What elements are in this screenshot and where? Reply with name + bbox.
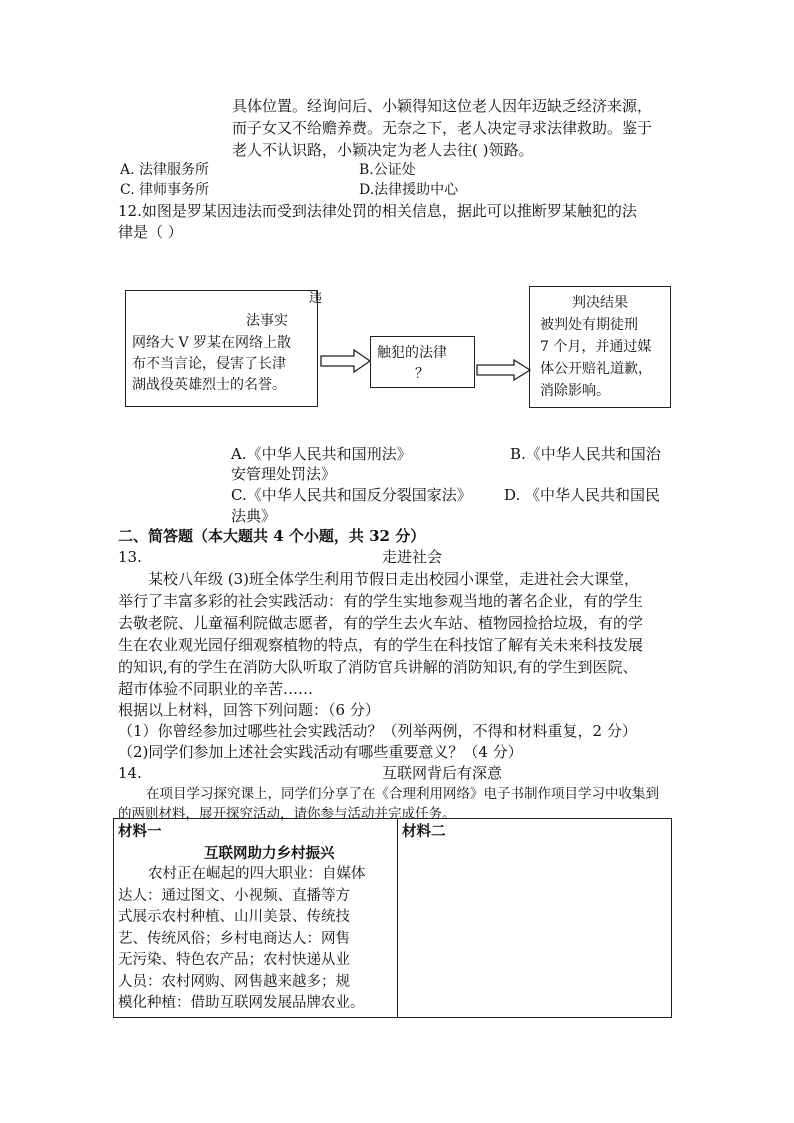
q13-sub-question-1: （1）你曾经参加过哪些社会实践活动？（列举两例，不得和材料重复，2 分） bbox=[118, 722, 637, 740]
q12-stem-line-1: 12.如图是罗某因违法而受到法律处罚的相关信息，据此可以推断罗某触犯的法 bbox=[118, 202, 637, 220]
material-1-line-6: 人员：农村网购、网售越来越多；规 bbox=[118, 973, 350, 990]
q12-option-d-cont: 法典》 bbox=[231, 507, 277, 525]
fact-box-line-1: 网络大 V 罗某在网络上散 bbox=[132, 335, 292, 351]
material-1-line-1: 农村正在崛起的四大职业：自媒体 bbox=[148, 866, 366, 882]
law-box bbox=[370, 336, 475, 388]
q12-option-d: D. 《中华人民共和国民 bbox=[504, 486, 661, 504]
q13-para-line-3: 去敬老院、儿童福利院做志愿者，有的学生去火车站、植物园捡拾垃圾，有的学 bbox=[118, 614, 644, 632]
section-heading: 二、简答题（本大题共 4 个小题，共 32 分） bbox=[118, 527, 426, 545]
q11-stem-line-1: 具体位置。经询问后、小颖得知这位老人因年迈缺乏经济来源， bbox=[232, 97, 653, 115]
q13-para-line-2: 举行了丰富多彩的社会实践活动：有的学生实地参观当地的著名企业，有的学生 bbox=[118, 592, 644, 610]
fact-box-line-3: 湖战役英雄烈士的名誉。 bbox=[132, 377, 286, 393]
q13-para-line-5: 的知识,有的学生在消防大队听取了消防官兵讲解的消防知识,有的学生到医院、 bbox=[118, 658, 638, 676]
material-1-line-5: 无污染、特色农产品；农村快递从业 bbox=[118, 952, 350, 968]
q11-option-a: A. 法律服务所 bbox=[120, 162, 210, 178]
q14-title: 互联网背后有深意 bbox=[382, 764, 503, 782]
law-box-label: 触犯的法律 bbox=[377, 345, 447, 361]
q14-intro-line-2: 的两则材料，展开探究活动，请你参与活动并完成任务。 bbox=[118, 806, 456, 822]
law-box-question: ？ bbox=[415, 366, 429, 382]
verdict-box-line-3: 体公开赔礼道歉， bbox=[540, 361, 652, 377]
q12-option-b: B.《中华人民共和国治 bbox=[510, 445, 661, 463]
q13-para-line-1: 某校八年级 (3)班全体学生利用节假日走出校园小课堂，走进社会大课堂， bbox=[148, 570, 640, 588]
q13-sub-question-2: （2)同学们参加上述社会实践活动有哪些重要意义？（4 分） bbox=[118, 743, 523, 761]
q13-prompt: 根据以上材料，回答下列问题：（6 分） bbox=[118, 701, 380, 719]
verdict-box bbox=[529, 286, 671, 408]
arrow-right-icon bbox=[476, 358, 532, 382]
q11-stem-line-3: 老人不认识路，小颖决定为老人去往( )领路。 bbox=[232, 141, 534, 159]
q13-number: 13. bbox=[118, 548, 142, 566]
q11-option-d: D.法律援助中心 bbox=[359, 182, 459, 198]
material-1-title: 互联网助力乡村振兴 bbox=[204, 844, 335, 862]
fact-box bbox=[125, 290, 323, 407]
material-1-line-4: 艺、传统风俗；乡村电商达人：网售 bbox=[118, 930, 350, 947]
material-2-cell bbox=[398, 819, 672, 1018]
fact-box-corner-char: 违 bbox=[309, 291, 323, 306]
q12-option-b-cont: 安管理处罚法》 bbox=[231, 465, 337, 483]
q13-para-line-6: 超市体验不同职业的辛苦…… bbox=[118, 680, 314, 698]
material-1-line-3: 式展示农村种植、山川美景、传统技 bbox=[118, 909, 350, 925]
verdict-box-line-4: 消除影响。 bbox=[540, 383, 610, 399]
fact-box-line-2: 布不当言论，侵害了长津 bbox=[132, 356, 286, 372]
q14-number: 14. bbox=[118, 764, 142, 782]
q14-intro-line-1: 在项目学习探究课上，同学们分享了在《合理利用网络》电子书制作项目学习中收集到 bbox=[146, 786, 659, 802]
q13-title: 走进社会 bbox=[382, 548, 443, 566]
materials-table bbox=[113, 818, 672, 1018]
material-1-label: 材料一 bbox=[118, 823, 162, 840]
verdict-box-line-2: 7 个月，并通过媒 bbox=[540, 339, 652, 355]
q11-option-b: B.公证处 bbox=[359, 162, 416, 178]
q12-option-c: C.《中华人民共和国反分裂国家法》 bbox=[231, 486, 472, 504]
material-2-label: 材料二 bbox=[402, 823, 446, 840]
q13-para-line-4: 生在农业观光园仔细观察植物的特点，有的学生在科技馆了解有关未来科技发展 bbox=[118, 636, 644, 654]
material-1-line-2: 达人：通过图文、小视频、直播等方 bbox=[118, 887, 350, 904]
verdict-box-title: 判决结果 bbox=[572, 295, 628, 311]
q11-stem-line-2: 而子女又不给赡养费。无奈之下，老人决定寻求法律救助。鉴于 bbox=[232, 119, 653, 137]
material-1-cell bbox=[114, 819, 398, 1018]
q12-stem-line-2: 律是（ ） bbox=[118, 223, 183, 241]
fact-box-title: 法事实 bbox=[246, 313, 288, 329]
q11-option-c: C. 律师事务所 bbox=[120, 182, 210, 198]
arrow-right-icon bbox=[320, 348, 372, 374]
q12-option-a: A.《中华人民共和国刑法》 bbox=[231, 445, 412, 463]
material-1-line-7: 模化种植：借助互联网发展品牌农业。 bbox=[118, 995, 365, 1011]
verdict-box-line-1: 被判处有期徒刑 bbox=[540, 317, 638, 333]
